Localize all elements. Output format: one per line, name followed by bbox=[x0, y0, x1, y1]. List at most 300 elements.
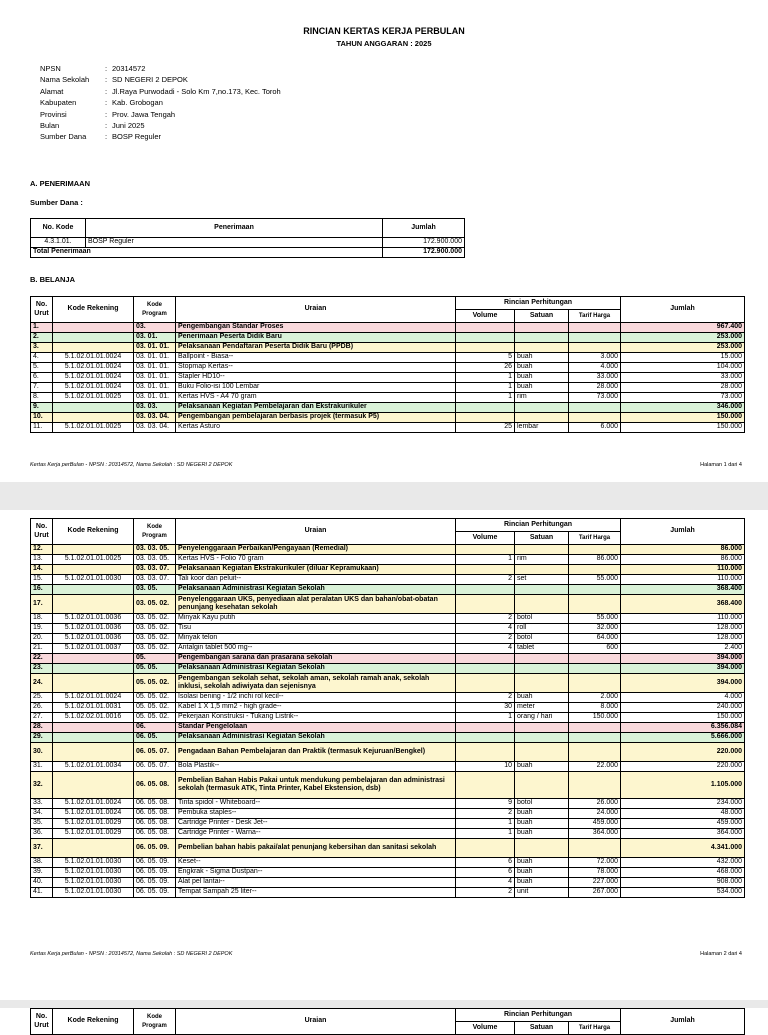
row-volume: 1 bbox=[456, 713, 515, 723]
row-no: 8. bbox=[31, 393, 53, 403]
identity-row bbox=[40, 98, 281, 109]
row-tarif: 64.000 bbox=[569, 634, 621, 644]
row-volume: 4 bbox=[456, 624, 515, 634]
row-no: 13. bbox=[31, 555, 53, 565]
header-kode-program: Kode Program bbox=[134, 297, 176, 323]
penerimaan-header-nama: Penerimaan bbox=[86, 219, 383, 238]
identity-value: Jl.Raya Purwodadi - Solo Km 7,no.173, Kec. Toroh bbox=[112, 86, 281, 96]
belanja-row bbox=[31, 733, 745, 743]
row-no: 23. bbox=[31, 664, 53, 674]
row-no: 1. bbox=[31, 323, 53, 333]
row-no: 27. bbox=[31, 713, 53, 723]
row-kode-rekening: 5.1.02.01.01.0029 bbox=[53, 829, 134, 839]
row-jumlah: 86.000 bbox=[621, 555, 745, 565]
row-uraian: Pengembangan Standar Proses bbox=[176, 323, 456, 333]
belanja-row bbox=[31, 393, 745, 403]
row-jumlah: 368.400 bbox=[621, 595, 745, 614]
row-tarif bbox=[569, 839, 621, 858]
document-title: RINCIAN KERTAS KERJA PERBULAN bbox=[303, 26, 465, 36]
row-jumlah: 967.400 bbox=[621, 323, 745, 333]
row-satuan bbox=[515, 839, 569, 858]
row-kode-rekening bbox=[53, 323, 134, 333]
row-satuan: lembar bbox=[515, 423, 569, 433]
row-tarif bbox=[569, 772, 621, 799]
row-jumlah: 4.000 bbox=[621, 693, 745, 703]
belanja-row bbox=[31, 693, 745, 703]
row-tarif: 267.000 bbox=[569, 888, 621, 898]
row-tarif: 3.000 bbox=[569, 353, 621, 363]
identity-key: NPSN bbox=[40, 64, 61, 73]
row-volume: 2 bbox=[456, 809, 515, 819]
header-satuan: Satuan bbox=[515, 1022, 569, 1035]
belanja-row bbox=[31, 858, 745, 868]
row-satuan bbox=[515, 403, 569, 413]
row-kode-rekening bbox=[53, 343, 134, 353]
row-no: 5. bbox=[31, 363, 53, 373]
row-kode-rekening: 5.1.02.01.01.0024 bbox=[53, 799, 134, 809]
belanja-row bbox=[31, 772, 745, 799]
row-kode-rekening bbox=[53, 839, 134, 858]
row-kode-program: 06. 05. bbox=[134, 733, 176, 743]
row-kode-program: 03. 03. 07. bbox=[134, 565, 176, 575]
row-no: 29. bbox=[31, 733, 53, 743]
row-kode-rekening bbox=[53, 565, 134, 575]
header-no-urut: No. Urut bbox=[31, 1009, 53, 1035]
document-subtitle: TAHUN ANGGARAN : 2025 bbox=[336, 39, 432, 48]
belanja-row bbox=[31, 819, 745, 829]
belanja-row bbox=[31, 363, 745, 373]
row-no: 10. bbox=[31, 413, 53, 423]
row-tarif: 227.000 bbox=[569, 878, 621, 888]
row-volume bbox=[456, 323, 515, 333]
identity-value: 20314572 bbox=[112, 64, 146, 73]
identity-value: BOSP Reguler bbox=[112, 132, 162, 142]
row-jumlah: 364.000 bbox=[621, 829, 745, 839]
row-satuan: botol bbox=[515, 634, 569, 644]
belanja-row bbox=[31, 353, 745, 363]
belanja-row bbox=[31, 839, 745, 858]
row-uraian: Buku Folio-isi 100 Lembar bbox=[176, 383, 456, 393]
row-kode-rekening: 5.1.02.01.01.0037 bbox=[53, 644, 134, 654]
row-jumlah: 1.105.000 bbox=[621, 772, 745, 799]
belanja-row bbox=[31, 595, 745, 614]
belanja-row bbox=[31, 674, 745, 693]
row-jumlah: 150.000 bbox=[621, 413, 745, 423]
row-tarif: 364.000 bbox=[569, 829, 621, 839]
belanja-row bbox=[31, 878, 745, 888]
penerimaan-header-jumlah: Jumlah bbox=[383, 219, 465, 238]
identity-value: SD NEGERI 2 DEPOK bbox=[112, 75, 188, 85]
row-kode-rekening: 5.1.02.01.01.0030 bbox=[53, 868, 134, 878]
row-satuan: meter bbox=[515, 703, 569, 713]
row-volume: 1 bbox=[456, 819, 515, 829]
row-volume: 5 bbox=[456, 353, 515, 363]
header-satuan: Satuan bbox=[515, 532, 569, 545]
row-satuan: buah bbox=[515, 762, 569, 772]
row-jumlah: 220.000 bbox=[621, 762, 745, 772]
row-satuan: roll bbox=[515, 624, 569, 634]
row-no: 19. bbox=[31, 624, 53, 634]
sumber-dana-label: Sumber Dana : bbox=[30, 198, 83, 207]
row-tarif bbox=[569, 733, 621, 743]
row-kode-program: 06. 05. 07. bbox=[134, 762, 176, 772]
header-volume: Volume bbox=[456, 532, 515, 545]
identity-colon: : bbox=[104, 64, 108, 73]
row-kode-program: 03. 03. 04. bbox=[134, 413, 176, 423]
belanja-row bbox=[31, 799, 745, 809]
row-uraian: Bola Plastik-- bbox=[176, 762, 456, 772]
row-kode-program: 03. bbox=[134, 323, 176, 333]
row-kode-rekening bbox=[53, 733, 134, 743]
row-tarif bbox=[569, 565, 621, 575]
row-kode-program: 05. 05. bbox=[134, 664, 176, 674]
row-uraian: Penyelenggaraan Perbaikan/Pengayaan (Remedial) bbox=[176, 545, 456, 555]
row-tarif: 73.000 bbox=[569, 393, 621, 403]
row-kode-rekening bbox=[53, 333, 134, 343]
row-uraian: Minyak telon bbox=[176, 634, 456, 644]
row-jumlah: 253.000 bbox=[621, 333, 745, 343]
row-satuan: buah bbox=[515, 829, 569, 839]
row-jumlah: 33.000 bbox=[621, 373, 745, 383]
penerimaan-total-label: Total Penerimaan bbox=[31, 248, 383, 258]
row-satuan: buah bbox=[515, 353, 569, 363]
identity-row bbox=[40, 75, 281, 86]
row-volume bbox=[456, 772, 515, 799]
row-kode-program: 06. 05. 09. bbox=[134, 878, 176, 888]
row-kode-rekening: 5.1.02.01.01.0024 bbox=[53, 353, 134, 363]
row-kode-program: 05. 05. 02. bbox=[134, 713, 176, 723]
row-tarif: 55.000 bbox=[569, 575, 621, 585]
row-tarif: 32.000 bbox=[569, 624, 621, 634]
row-jumlah: 5.666.000 bbox=[621, 733, 745, 743]
row-jumlah: 394.000 bbox=[621, 674, 745, 693]
row-jumlah: 128.000 bbox=[621, 634, 745, 644]
row-kode-program: 03. 05. 02. bbox=[134, 634, 176, 644]
row-tarif bbox=[569, 595, 621, 614]
row-volume bbox=[456, 545, 515, 555]
row-no: 24. bbox=[31, 674, 53, 693]
belanja-row bbox=[31, 762, 745, 772]
row-satuan: buah bbox=[515, 878, 569, 888]
document-page-2 bbox=[0, 510, 768, 1000]
row-no: 28. bbox=[31, 723, 53, 733]
row-kode-rekening: 5.1.02.01.01.0036 bbox=[53, 624, 134, 634]
row-jumlah: 110.000 bbox=[621, 565, 745, 575]
row-kode-rekening: 5.1.02.01.01.0024 bbox=[53, 373, 134, 383]
row-uraian: Pembuka staples-- bbox=[176, 809, 456, 819]
row-uraian: Stopmap Kertas-- bbox=[176, 363, 456, 373]
section-penerimaan-heading: A. PENERIMAAN bbox=[30, 179, 91, 188]
belanja-row bbox=[31, 713, 745, 723]
row-kode-program: 06. 05. 08. bbox=[134, 829, 176, 839]
row-kode-rekening: 5.1.02.01.01.0030 bbox=[53, 575, 134, 585]
row-kode-program: 03. 03. 07. bbox=[134, 575, 176, 585]
row-no: 16. bbox=[31, 585, 53, 595]
row-uraian: Kertas Asturo bbox=[176, 423, 456, 433]
row-volume: 4 bbox=[456, 878, 515, 888]
row-kode-program: 05. 05. 02. bbox=[134, 674, 176, 693]
row-tarif: 78.000 bbox=[569, 868, 621, 878]
row-uraian: Pelaksanaan Administrasi Kegiatan Sekolah bbox=[176, 585, 456, 595]
penerimaan-header-kode: No. Kode bbox=[31, 219, 86, 238]
belanja-row bbox=[31, 423, 745, 433]
row-volume bbox=[456, 674, 515, 693]
row-satuan: buah bbox=[515, 809, 569, 819]
row-uraian: Kabel 1 X 1,5 mm2 - high grade-- bbox=[176, 703, 456, 713]
section-belanja-heading: B. BELANJA bbox=[30, 275, 76, 284]
row-jumlah: 110.000 bbox=[621, 614, 745, 624]
row-volume bbox=[456, 413, 515, 423]
row-tarif bbox=[569, 585, 621, 595]
row-satuan bbox=[515, 323, 569, 333]
row-kode-program: 06. 05. 08. bbox=[134, 819, 176, 829]
row-jumlah: 240.000 bbox=[621, 703, 745, 713]
identity-colon: : bbox=[104, 120, 108, 130]
row-kode-rekening: 5.1.02.01.01.0031 bbox=[53, 703, 134, 713]
row-no: 9. bbox=[31, 403, 53, 413]
row-tarif bbox=[569, 654, 621, 664]
row-kode-program: 03. 05. 02. bbox=[134, 644, 176, 654]
row-satuan: orang / hari bbox=[515, 713, 569, 723]
row-no: 30. bbox=[31, 743, 53, 762]
row-satuan bbox=[515, 333, 569, 343]
row-jumlah: 128.000 bbox=[621, 624, 745, 634]
row-kode-rekening: 5.1.02.01.01.0024 bbox=[53, 809, 134, 819]
row-jumlah: 394.000 bbox=[621, 664, 745, 674]
penerimaan-kode: 4.3.1.01. bbox=[31, 238, 86, 248]
row-satuan: buah bbox=[515, 868, 569, 878]
belanja-row bbox=[31, 565, 745, 575]
row-kode-program: 03. 01. 01. bbox=[134, 373, 176, 383]
header-kode-rekening: Kode Rekening bbox=[53, 1009, 134, 1035]
row-kode-program: 06. 05. 08. bbox=[134, 772, 176, 799]
row-jumlah: 15.000 bbox=[621, 353, 745, 363]
row-jumlah: 28.000 bbox=[621, 383, 745, 393]
row-uraian: Penerimaan Peserta Didik Baru bbox=[176, 333, 456, 343]
row-uraian: Pelaksanaan Kegiatan Ekstrakurikuler (diluar Kepramukaan) bbox=[176, 565, 456, 575]
row-kode-rekening bbox=[53, 664, 134, 674]
belanja-row bbox=[31, 624, 745, 634]
penerimaan-jumlah: 172.900.000 bbox=[383, 238, 465, 248]
row-tarif: 26.000 bbox=[569, 799, 621, 809]
header-jumlah: Jumlah bbox=[621, 1009, 745, 1035]
row-kode-rekening bbox=[53, 772, 134, 799]
row-volume bbox=[456, 733, 515, 743]
row-kode-rekening bbox=[53, 723, 134, 733]
row-volume: 4 bbox=[456, 644, 515, 654]
row-satuan: unit bbox=[515, 888, 569, 898]
row-uraian: Tempat Sampah 25 liter-- bbox=[176, 888, 456, 898]
row-no: 17. bbox=[31, 595, 53, 614]
school-identity bbox=[40, 64, 281, 144]
belanja-row bbox=[31, 888, 745, 898]
row-satuan: buah bbox=[515, 383, 569, 393]
header-rincian-perhitungan: Rincian Perhitungan bbox=[456, 1009, 621, 1022]
row-volume: 1 bbox=[456, 555, 515, 565]
row-kode-program: 06. 05. 09. bbox=[134, 868, 176, 878]
row-volume bbox=[456, 664, 515, 674]
belanja-row bbox=[31, 413, 745, 423]
row-satuan bbox=[515, 595, 569, 614]
header-kode-program: Kode Program bbox=[134, 1009, 176, 1035]
row-tarif bbox=[569, 723, 621, 733]
row-uraian: Keset-- bbox=[176, 858, 456, 868]
row-no: 20. bbox=[31, 634, 53, 644]
identity-value: Prov. Jawa Tengah bbox=[112, 109, 176, 119]
row-volume: 26 bbox=[456, 363, 515, 373]
belanja-row bbox=[31, 614, 745, 624]
row-kode-rekening: 5.1.02.01.01.0034 bbox=[53, 762, 134, 772]
row-kode-rekening bbox=[53, 585, 134, 595]
belanja-row bbox=[31, 809, 745, 819]
row-kode-program: 06. 05. 09. bbox=[134, 888, 176, 898]
identity-colon: : bbox=[104, 109, 108, 119]
row-satuan: botol bbox=[515, 799, 569, 809]
row-uraian: Engkrak - Sigma Dustpan-- bbox=[176, 868, 456, 878]
row-satuan bbox=[515, 772, 569, 799]
row-jumlah: 86.000 bbox=[621, 545, 745, 555]
row-kode-program: 05. bbox=[134, 654, 176, 664]
row-uraian: Pengadaan Bahan Pembelajaran dan Praktik (termasuk Kejuruan/Bengkel) bbox=[176, 743, 456, 762]
belanja-row bbox=[31, 545, 745, 555]
row-satuan bbox=[515, 343, 569, 353]
row-kode-program: 03. 05. 02. bbox=[134, 624, 176, 634]
row-tarif: 72.000 bbox=[569, 858, 621, 868]
row-kode-rekening: 5.1.02.01.01.0025 bbox=[53, 423, 134, 433]
row-kode-rekening bbox=[53, 595, 134, 614]
row-volume bbox=[456, 333, 515, 343]
row-kode-rekening: 5.1.02.02.01.0016 bbox=[53, 713, 134, 723]
belanja-row bbox=[31, 634, 745, 644]
header-tarif-harga: Tarif Harga bbox=[569, 310, 621, 323]
row-kode-rekening: 5.1.02.01.01.0030 bbox=[53, 878, 134, 888]
row-satuan: rim bbox=[515, 393, 569, 403]
row-tarif: 55.000 bbox=[569, 614, 621, 624]
row-uraian: Tisu bbox=[176, 624, 456, 634]
penerimaan-nama: BOSP Reguler bbox=[86, 238, 383, 248]
row-tarif bbox=[569, 545, 621, 555]
row-volume: 2 bbox=[456, 888, 515, 898]
header-rincian-perhitungan: Rincian Perhitungan bbox=[456, 519, 621, 532]
row-uraian: Pengembangan pembelajaran berbasis projek (termasuk P5) bbox=[176, 413, 456, 423]
header-volume: Volume bbox=[456, 1022, 515, 1035]
row-kode-rekening: 5.1.02.01.01.0030 bbox=[53, 858, 134, 868]
row-volume bbox=[456, 743, 515, 762]
row-no: 4. bbox=[31, 353, 53, 363]
row-satuan bbox=[515, 654, 569, 664]
page-footer-left: Kertas Kerja perBulan - NPSN : 20314572, Nama Sekolah : SD NEGERI 2 DEPOK bbox=[30, 462, 233, 468]
row-jumlah: 459.000 bbox=[621, 819, 745, 829]
row-tarif: 22.000 bbox=[569, 762, 621, 772]
row-no: 15. bbox=[31, 575, 53, 585]
penerimaan-total-row bbox=[31, 248, 465, 258]
row-kode-program: 03. 01. 01. bbox=[134, 363, 176, 373]
row-uraian: Antalgin tablet 500 mg-- bbox=[176, 644, 456, 654]
row-no: 37. bbox=[31, 839, 53, 858]
row-no: 12. bbox=[31, 545, 53, 555]
row-kode-rekening bbox=[53, 413, 134, 423]
row-satuan: set bbox=[515, 575, 569, 585]
row-kode-rekening: 5.1.02.01.01.0030 bbox=[53, 888, 134, 898]
row-tarif: 2.000 bbox=[569, 693, 621, 703]
belanja-row bbox=[31, 383, 745, 393]
row-satuan bbox=[515, 664, 569, 674]
row-jumlah: 73.000 bbox=[621, 393, 745, 403]
row-kode-rekening bbox=[53, 403, 134, 413]
row-kode-program: 03. 01. 01. bbox=[134, 393, 176, 403]
belanja-row bbox=[31, 373, 745, 383]
row-kode-program: 03. 01. 01. bbox=[134, 343, 176, 353]
row-satuan bbox=[515, 545, 569, 555]
belanja-row bbox=[31, 323, 745, 333]
row-kode-program: 03. 03. bbox=[134, 403, 176, 413]
row-tarif: 86.000 bbox=[569, 555, 621, 565]
row-kode-rekening: 5.1.02.01.01.0024 bbox=[53, 693, 134, 703]
penerimaan-table bbox=[30, 218, 465, 258]
belanja-row bbox=[31, 743, 745, 762]
belanja-row bbox=[31, 723, 745, 733]
row-volume: 25 bbox=[456, 423, 515, 433]
row-kode-program: 05. 05. 02. bbox=[134, 703, 176, 713]
row-no: 11. bbox=[31, 423, 53, 433]
row-tarif: 600 bbox=[569, 644, 621, 654]
row-jumlah: 346.000 bbox=[621, 403, 745, 413]
row-volume: 1 bbox=[456, 829, 515, 839]
row-no: 26. bbox=[31, 703, 53, 713]
row-no: 18. bbox=[31, 614, 53, 624]
belanja-row bbox=[31, 585, 745, 595]
row-tarif: 150.000 bbox=[569, 713, 621, 723]
row-kode-rekening: 5.1.02.01.01.0024 bbox=[53, 383, 134, 393]
row-satuan bbox=[515, 743, 569, 762]
row-tarif: 24.000 bbox=[569, 809, 621, 819]
header-uraian: Uraian bbox=[176, 519, 456, 545]
row-uraian: Ballpoint - Biasa-- bbox=[176, 353, 456, 363]
row-kode-rekening bbox=[53, 743, 134, 762]
row-no: 41. bbox=[31, 888, 53, 898]
row-volume bbox=[456, 595, 515, 614]
row-tarif bbox=[569, 323, 621, 333]
row-jumlah: 234.000 bbox=[621, 799, 745, 809]
row-kode-program: 06. bbox=[134, 723, 176, 733]
row-kode-program: 06. 05. 08. bbox=[134, 809, 176, 819]
row-volume: 6 bbox=[456, 868, 515, 878]
row-volume bbox=[456, 723, 515, 733]
row-no: 2. bbox=[31, 333, 53, 343]
row-tarif bbox=[569, 333, 621, 343]
row-volume: 9 bbox=[456, 799, 515, 809]
row-no: 39. bbox=[31, 868, 53, 878]
row-volume: 1 bbox=[456, 383, 515, 393]
identity-row bbox=[40, 87, 281, 98]
header-uraian: Uraian bbox=[176, 1009, 456, 1035]
page-separator bbox=[0, 482, 768, 510]
row-uraian: Minyak Kayu putih bbox=[176, 614, 456, 624]
page-separator bbox=[0, 1000, 768, 1008]
belanja-table-page-1 bbox=[30, 296, 745, 433]
row-jumlah: 6.356.084 bbox=[621, 723, 745, 733]
row-volume: 10 bbox=[456, 762, 515, 772]
row-no: 21. bbox=[31, 644, 53, 654]
row-volume: 2 bbox=[456, 575, 515, 585]
row-satuan: tablet bbox=[515, 644, 569, 654]
identity-key: Kabupaten bbox=[40, 98, 77, 108]
row-uraian: Alat pel lantai-- bbox=[176, 878, 456, 888]
row-no: 3. bbox=[31, 343, 53, 353]
row-no: 25. bbox=[31, 693, 53, 703]
row-tarif: 8.000 bbox=[569, 703, 621, 713]
row-jumlah: 104.000 bbox=[621, 363, 745, 373]
